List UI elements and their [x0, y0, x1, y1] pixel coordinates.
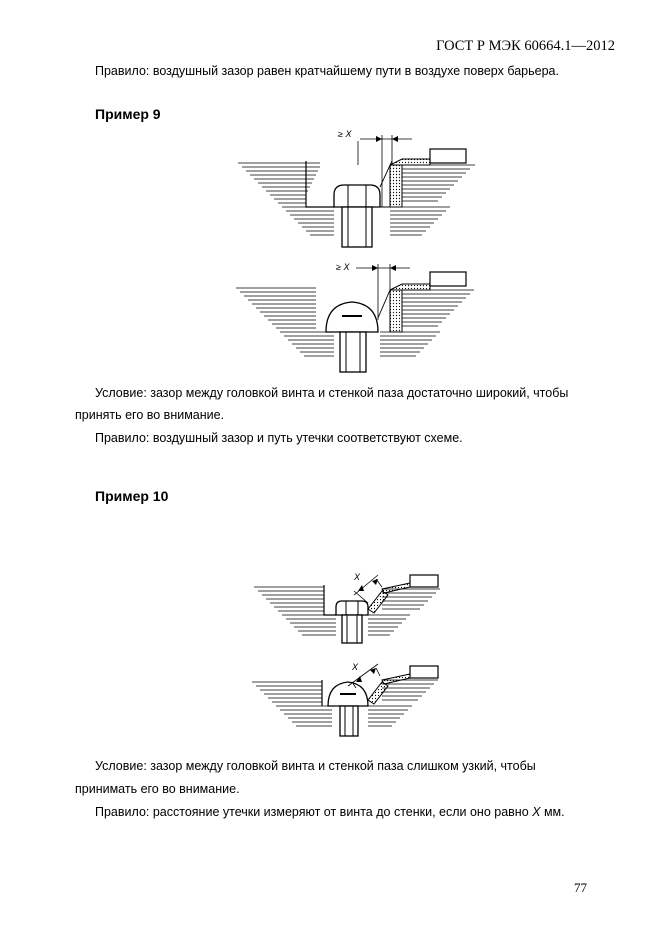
- example-10-dim-label-a: X: [354, 572, 361, 582]
- example-9-condition-line2: принять его во внимание.: [75, 408, 225, 422]
- example-9-title: Пример 9: [95, 106, 161, 122]
- example-9-figure-hex-screw: [230, 125, 490, 260]
- example-10-condition-line2: принимать его во внимание.: [75, 782, 240, 796]
- example-10-figure-hex-screw: [250, 565, 450, 660]
- example-10-rule-var: X: [532, 805, 541, 819]
- example-9-dim-label-a: ≥ X: [338, 129, 352, 139]
- example-9-figure-pan-screw: [230, 260, 490, 375]
- example-9-dim-label-b: ≥ X: [336, 262, 350, 272]
- example-10-rule-prefix: Правило: расстояние утечки измеряют от винта до стенки, если оно равно: [95, 805, 533, 819]
- example-9-rule: Правило: воздушный зазор и путь утечки соответствуют схеме.: [95, 431, 463, 445]
- example-10-title: Пример 10: [95, 488, 169, 504]
- example-10-figure-pan-screw: [248, 658, 448, 743]
- example-10-dim-label-b: X: [352, 662, 359, 672]
- example-10-rule: [95, 804, 565, 820]
- rule-text-top: Правило: воздушный зазор равен кратчайшему пути в воздухе поверх барьера.: [95, 64, 559, 78]
- standard-designation: ГОСТ Р МЭК 60664.1—2012: [436, 38, 615, 54]
- example-10-condition-line1: Условие: зазор между головкой винта и стенкой паза слишком узкий, чтобы: [95, 759, 536, 773]
- example-9-condition-line1: Условие: зазор между головкой винта и стенкой паза достаточно широкий, чтобы: [95, 386, 569, 400]
- example-10-rule-suffix: мм.: [540, 805, 565, 819]
- page-number: 77: [574, 880, 587, 895]
